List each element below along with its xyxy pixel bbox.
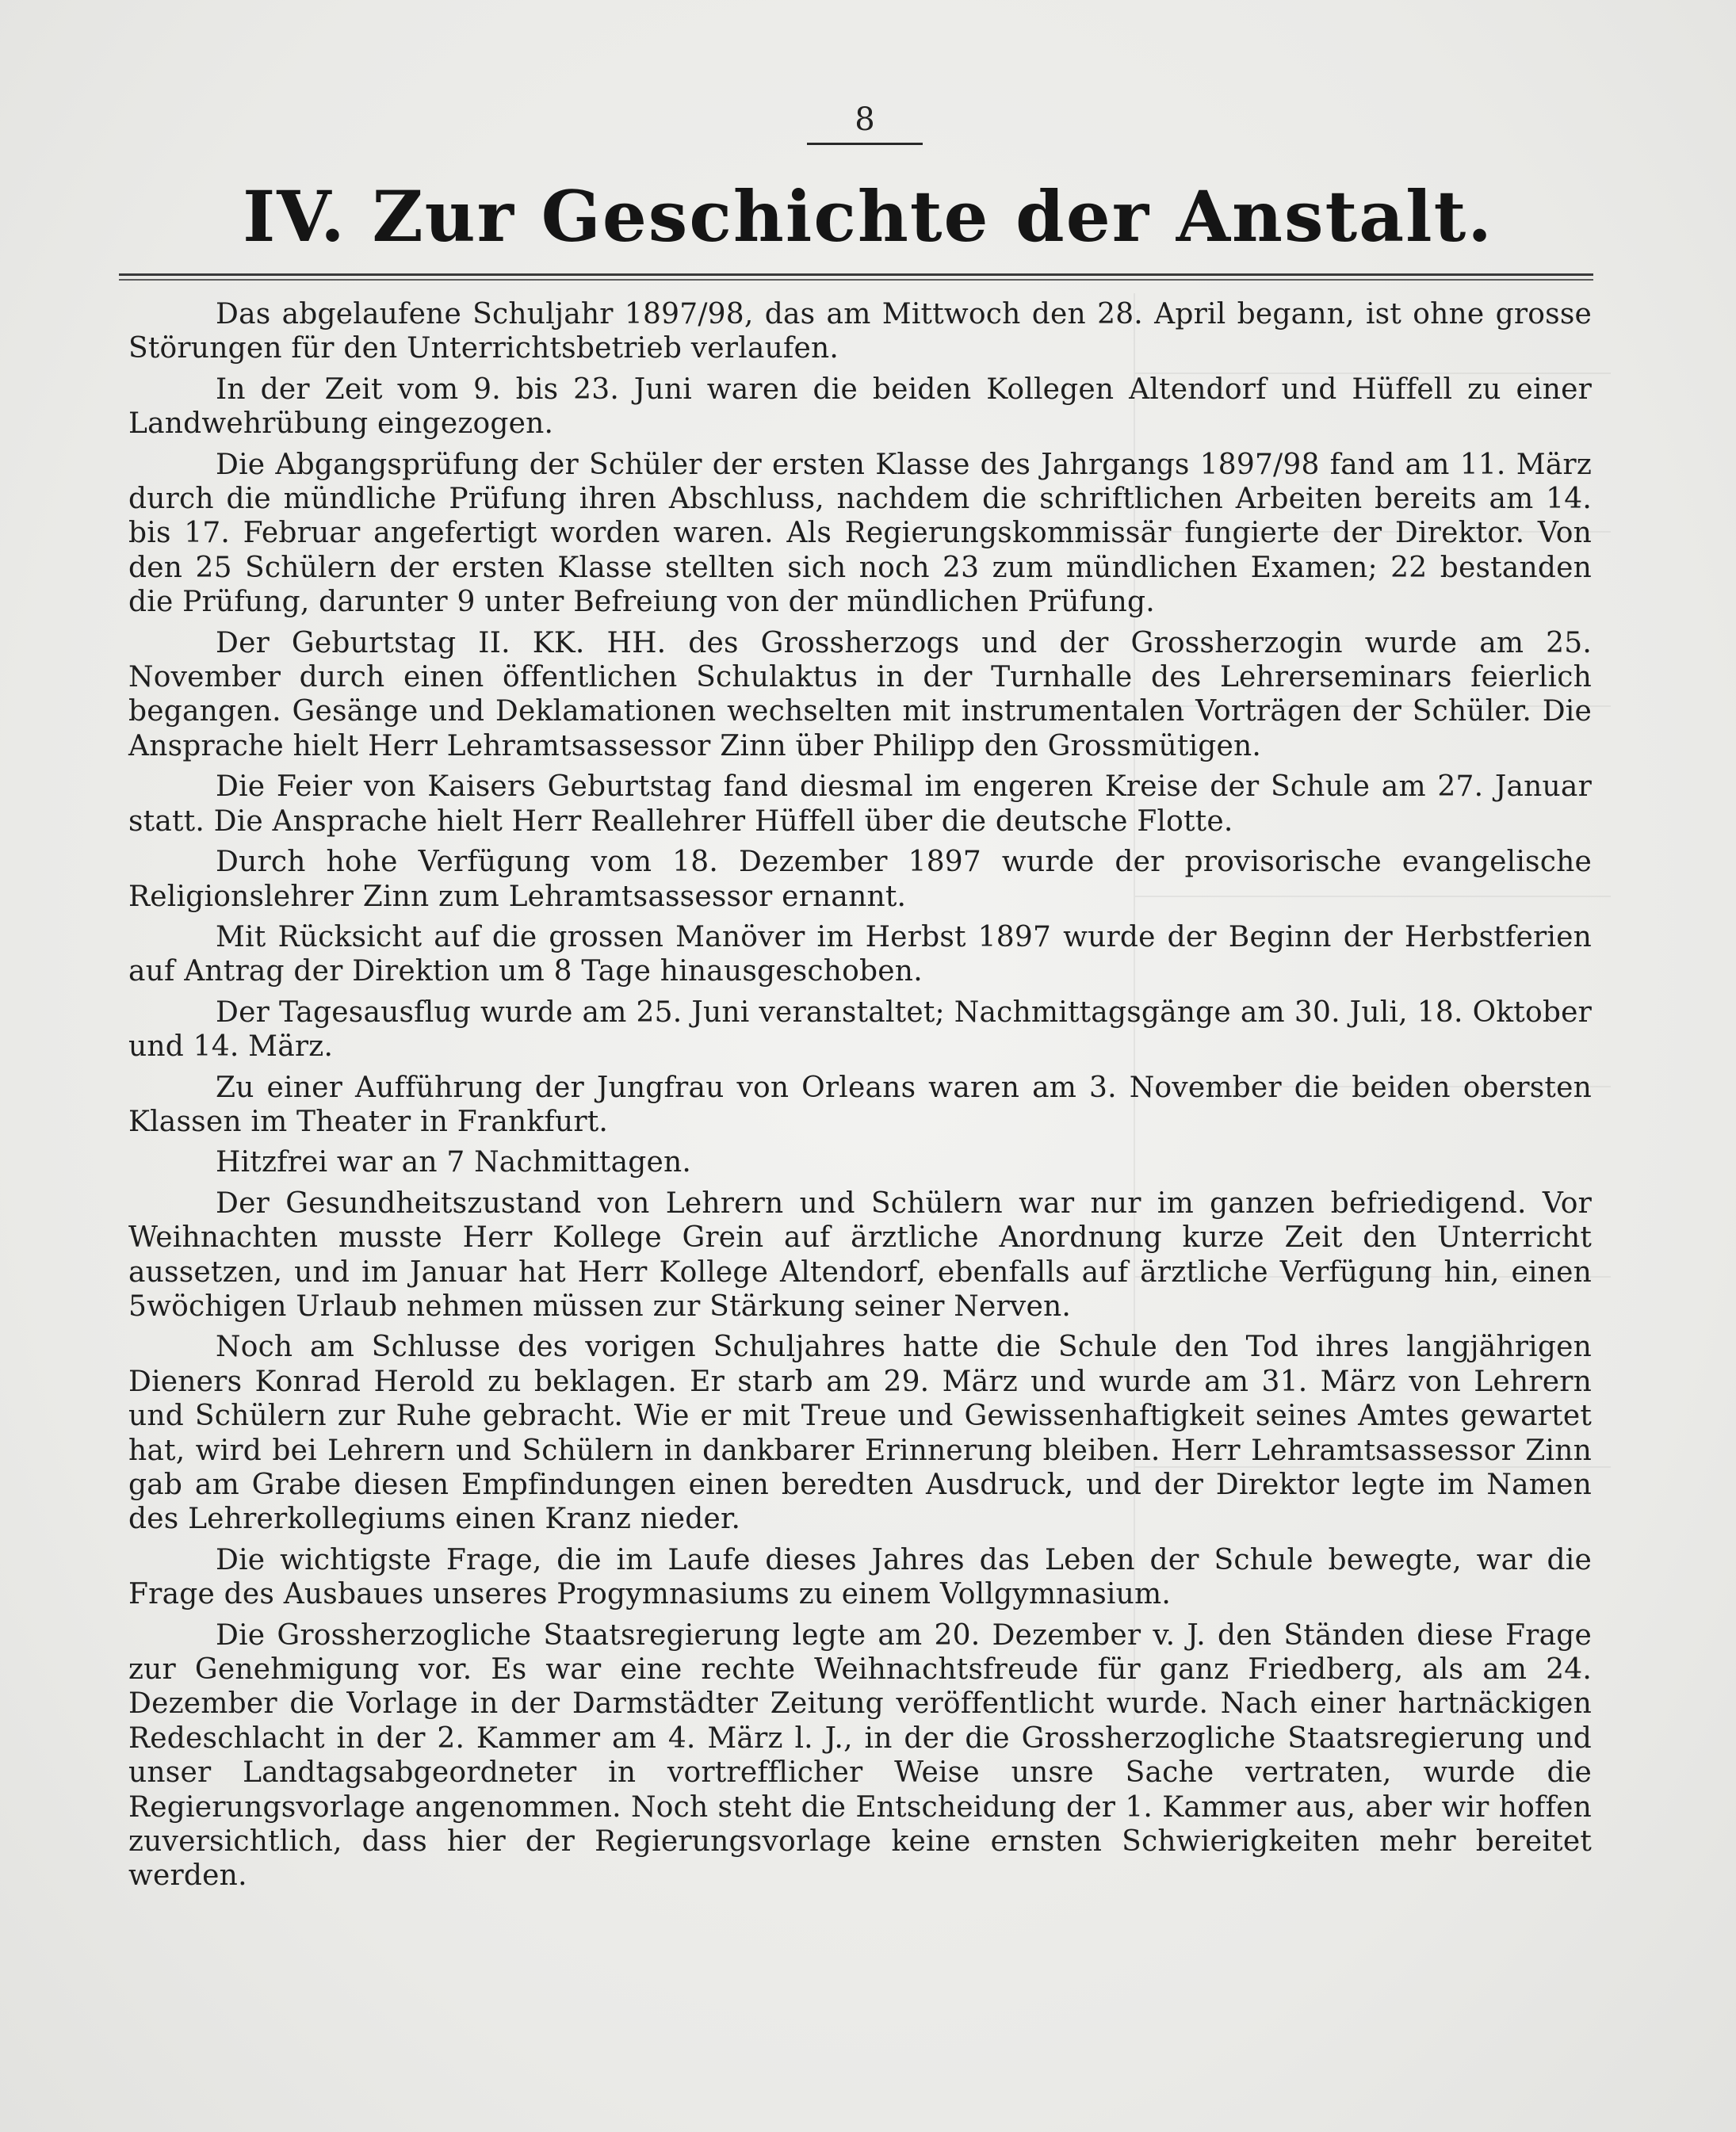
paragraph-government-bill: Die Grossherzogliche Staatsregierung legte am 20. Dezember v. J. den Ständen diese Frage zur Genehmigung vor. Es war eine rechte Weihnachtsfreude für ganz Friedberg, als am 24. Dezember die Vorlage in der Darmstädter Zeitung veröffentlicht wurde. Nach einer hartnäckigen Redeschlacht in der 2. Kammer am 4. März l. J., in der die Grossherzogliche Staatsregierung und unser Landtagsabgeordneter in vortrefflicher Weise unsre Sache vertraten, wurde die Regierungsvorlage angenommen. Noch steht die Entscheidung der 1. Kammer aus, aber wir hoffen zuversichtlich, dass hier der Regierungsvorlage keine ernsten Schwierigkeiten mehr bereitet werden. — [128, 1618, 1592, 1893]
paragraph-health: Der Gesundheitszustand von Lehrern und Schülern war nur im ganzen befriedigend. Vor Weihnachten musste Herr Kollege Grein auf ärztliche Anordnung kurze Zeit den Unterricht aussetzen, und im Januar hat Herr Kollege Altendorf, ebenfalls auf ärztliche Verfügung hin, einen 5wöchigen Urlaub nehmen müssen zur Stärkung seiner Nerven. — [128, 1186, 1592, 1323]
heading-divider — [119, 273, 1593, 281]
paragraph-autumn-holidays: Mit Rücksicht auf die grossen Manöver im Herbst 1897 wurde der Beginn der Herbstferien auf Antrag der Direktion um 8 Tage hinausgeschoben. — [128, 920, 1592, 988]
paragraph-main-question: Die wichtigste Frage, die im Laufe dieses Jahres das Leben der Schule bewegte, war die Frage des Ausbaues unseres Progymnasiums zu einem Vollgymnasium. — [128, 1543, 1592, 1611]
paragraph-school-year: Das abgelaufene Schuljahr 1897/98, das am Mittwoch den 28. April begann, ist ohne grosse Störungen für den Unterrichtsbetrieb verlaufen. — [128, 298, 1592, 365]
body-text — [128, 297, 1592, 1900]
paragraph-landwehr: In der Zeit vom 9. bis 23. Juni waren die beiden Kollegen Altendorf und Hüffell zu einer Landwehrübung eingezogen. — [128, 373, 1592, 441]
paragraph-excursions: Der Tagesausflug wurde am 25. Juni veranstaltet; Nachmittagsgänge am 30. Juli, 18. Oktober und 14. März. — [128, 995, 1592, 1064]
paragraph-theater: Zu einer Aufführung der Jungfrau von Orleans waren am 3. November die beiden obersten Klassen im Theater in Frankfurt. — [128, 1071, 1592, 1138]
page-number: 8 — [855, 101, 875, 138]
section-heading: IV. Zur Geschichte der Anstalt. — [243, 175, 1493, 258]
paragraph-kaiser-birthday: Die Feier von Kaisers Geburtstag fand diesmal im engeren Kreise der Schule am 27. Januar statt. Die Ansprache hielt Herr Reallehrer Hüffell über die deutsche Flotte. — [128, 770, 1592, 838]
paragraph-grand-duke-birthday: Der Geburtstag II. KK. HH. des Grossherzogs und der Grossherzogin wurde am 25. November durch einen öffentlichen Schulaktus in der Turnhalle des Lehrerseminars feierlich begangen. Gesänge und Deklamationen wechselten mit instrumentalen Vorträgen der Schüler. Die Ansprache hielt Herr Lehramtsassessor Zinn über Philipp den Grossmütigen. — [128, 626, 1592, 762]
page-number-block — [807, 101, 923, 145]
paragraph-heat-days: Hitzfrei war an 7 Nachmittagen. — [216, 1146, 692, 1179]
page-number-underline — [807, 143, 923, 145]
paragraph-appointment: Durch hohe Verfügung vom 18. Dezember 1897 wurde der provisorische evangelische Religionslehrer Zinn zum Lehramtsassessor ernannt. — [128, 846, 1592, 913]
paragraph-obituary: Noch am Schlusse des vorigen Schuljahres hatte die Schule den Tod ihres langjährigen Dieners Konrad Herold zu beklagen. Er starb am 29. März und wurde am 31. März von Lehrern und Schülern zur Ruhe gebracht. Wie er mit Treue und Gewissenhaftigkeit seines Amtes gewartet hat, wird bei Lehrern und Schülern in dankbarer Erinnerung bleiben. Herr Lehramtsassessor Zinn gab am Grabe diesen Empfindungen einen beredten Ausdruck, und der Direktor legte im Namen des Lehrerkollegiums einen Kranz nieder. — [128, 1331, 1592, 1536]
paragraph-exam: Die Abgangsprüfung der Schüler der ersten Klasse des Jahrgangs 1897/98 fand am 11. März durch die mündliche Prüfung ihren Abschluss, nachdem die schriftlichen Arbeiten bereits am 14. bis 17. Februar angefertigt worden waren. Als Regierungskommissär fungierte der Direktor. Von den 25 Schülern der ersten Klasse stellten sich noch 23 zum mündlichen Examen; 22 bestanden die Prüfung, darunter 9 unter Befreiung von der mündlichen Prüfung. — [128, 448, 1592, 619]
